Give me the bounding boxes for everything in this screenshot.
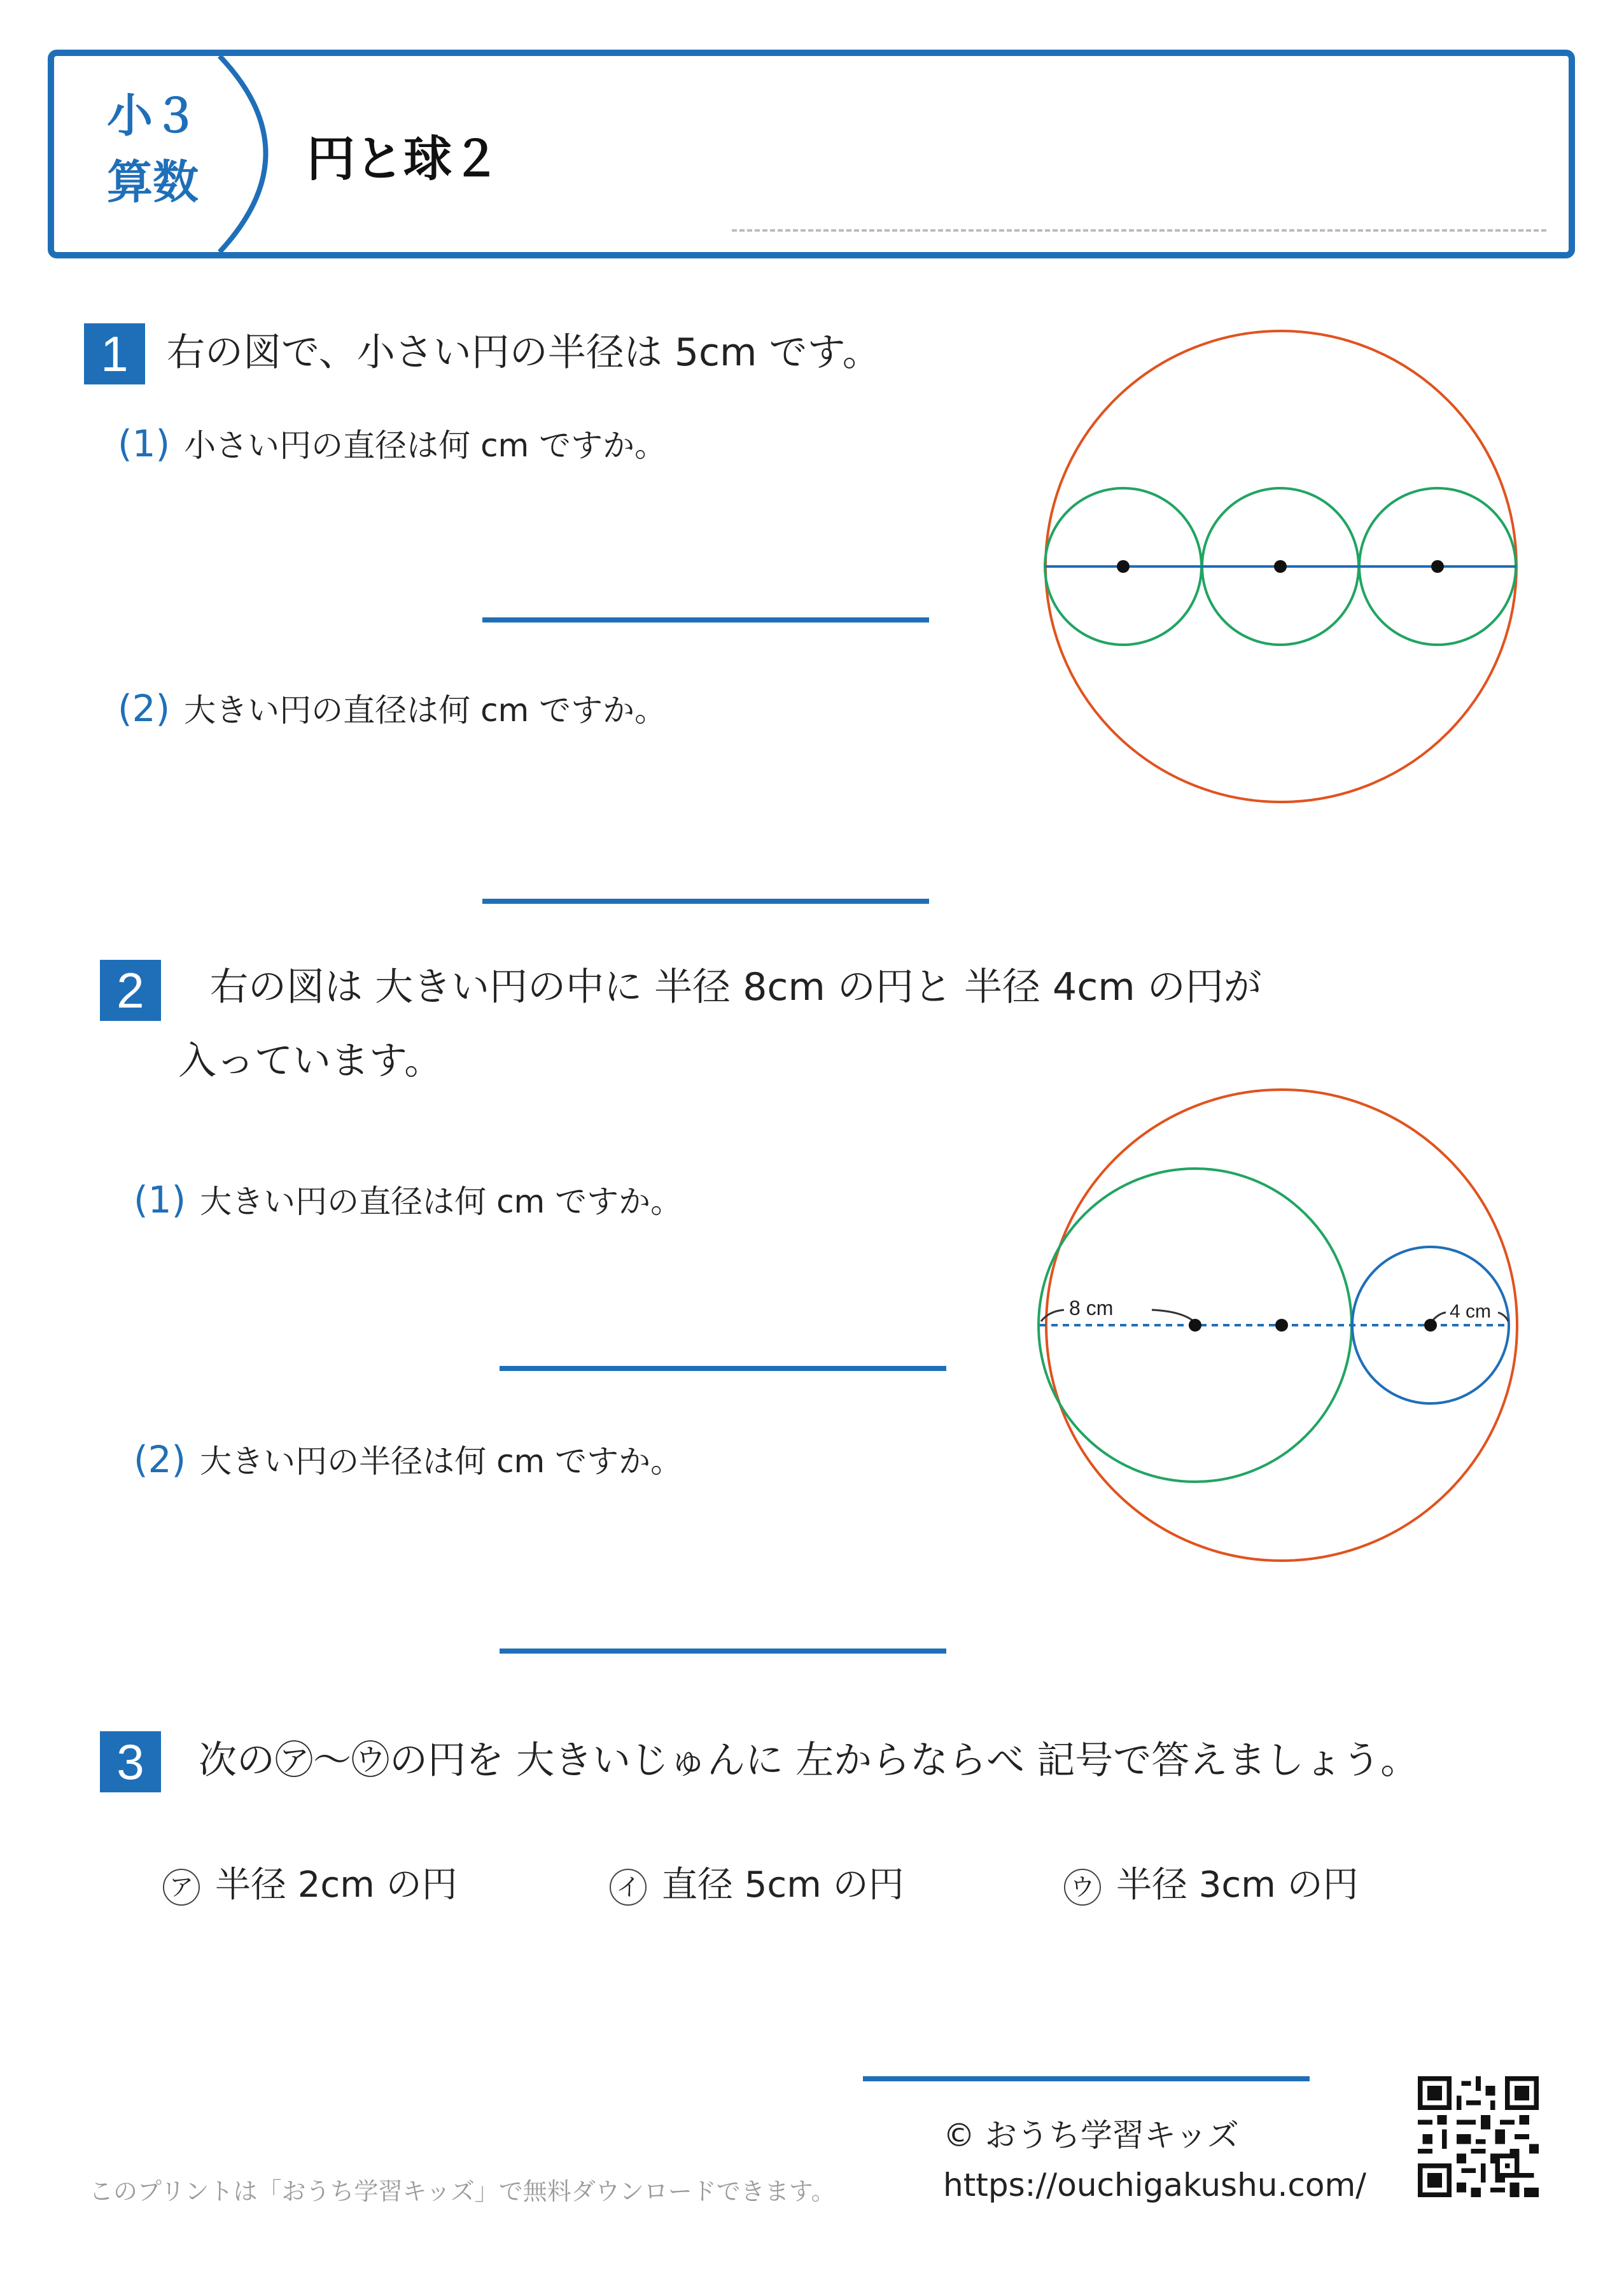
question-3-number: 3 <box>100 1731 161 1792</box>
sub-text: 大きい円の直径は何 cm ですか。 <box>184 692 667 729</box>
choice-text: 半径 2cm の円 <box>215 1864 458 1906</box>
choice-mark: イ <box>610 1869 647 1906</box>
question-1-sub-2 <box>118 687 667 730</box>
choice-text: 半径 3cm の円 <box>1116 1864 1359 1906</box>
center-dot <box>1274 560 1287 573</box>
footer-note: このプリントは「おうち学習キッズ」で無料ダウンロードできます。 <box>89 2177 836 2205</box>
sub-number: (1) <box>134 1178 186 1221</box>
question-1-sub-1 <box>118 422 667 465</box>
center-dot <box>1431 560 1444 573</box>
subject-label: 算数 <box>106 155 199 209</box>
sub-text: 大きい円の半径は何 cm ですか。 <box>200 1443 683 1480</box>
answer-line-2-2[interactable] <box>500 1649 946 1654</box>
question-1-number: 1 <box>84 323 145 384</box>
question-2-text-line-1: 右の図は 大きい円の中に 半径 8cm の円と 半径 4cm の円が <box>210 965 1262 1009</box>
page-title: 円と球２ <box>307 130 500 187</box>
question-3-text: 次の㋐〜㋒の円を 大きいじゅんに 左からならべ 記号で答えましょう。 <box>199 1738 1419 1783</box>
footer-url[interactable]: https://ouchigakushu.com/ <box>943 2167 1367 2204</box>
choice-i <box>610 1864 904 1906</box>
answer-line-3[interactable] <box>863 2076 1310 2081</box>
qr-code-icon <box>1418 2076 1539 2197</box>
question-2-number: 2 <box>100 960 161 1021</box>
figure-label-8cm: 8 cm <box>1069 1297 1114 1319</box>
sub-number: (2) <box>118 687 171 730</box>
choice-u <box>1064 1864 1359 1906</box>
center-dot <box>1189 1319 1201 1332</box>
question-1-text: 右の図で、小さい円の半径は 5cm です。 <box>167 330 881 375</box>
choice-a <box>163 1864 458 1906</box>
sub-text: 大きい円の直径は何 cm ですか。 <box>200 1183 683 1220</box>
figure-2-circles <box>1031 1082 1540 1572</box>
center-dot <box>1275 1319 1288 1332</box>
choice-mark: ウ <box>1064 1869 1101 1906</box>
figure-1-circles <box>1031 325 1540 821</box>
answer-line-2-1[interactable] <box>500 1366 946 1371</box>
question-2-sub-2 <box>134 1438 683 1481</box>
grade-label: 小３ <box>106 89 199 143</box>
question-2-text-line-2: 入っています。 <box>178 1039 443 1083</box>
question-2-sub-1 <box>134 1178 683 1221</box>
answer-line-1-1[interactable] <box>482 617 929 622</box>
name-field-line[interactable] <box>732 229 1546 232</box>
choice-text: 直径 5cm の円 <box>662 1864 904 1906</box>
center-dot <box>1117 560 1130 573</box>
sub-number: (2) <box>134 1438 186 1481</box>
center-dot <box>1424 1319 1437 1332</box>
answer-line-1-2[interactable] <box>482 899 929 904</box>
sub-number: (1) <box>118 422 171 465</box>
label-bracket-8 <box>1041 1310 1194 1321</box>
sub-text: 小さい円の直径は何 cm ですか。 <box>184 427 667 464</box>
figure-label-4cm: 4 cm <box>1450 1301 1492 1322</box>
choice-mark: ア <box>163 1869 200 1906</box>
footer-brand: © おうち学習キッズ <box>943 2117 1239 2154</box>
